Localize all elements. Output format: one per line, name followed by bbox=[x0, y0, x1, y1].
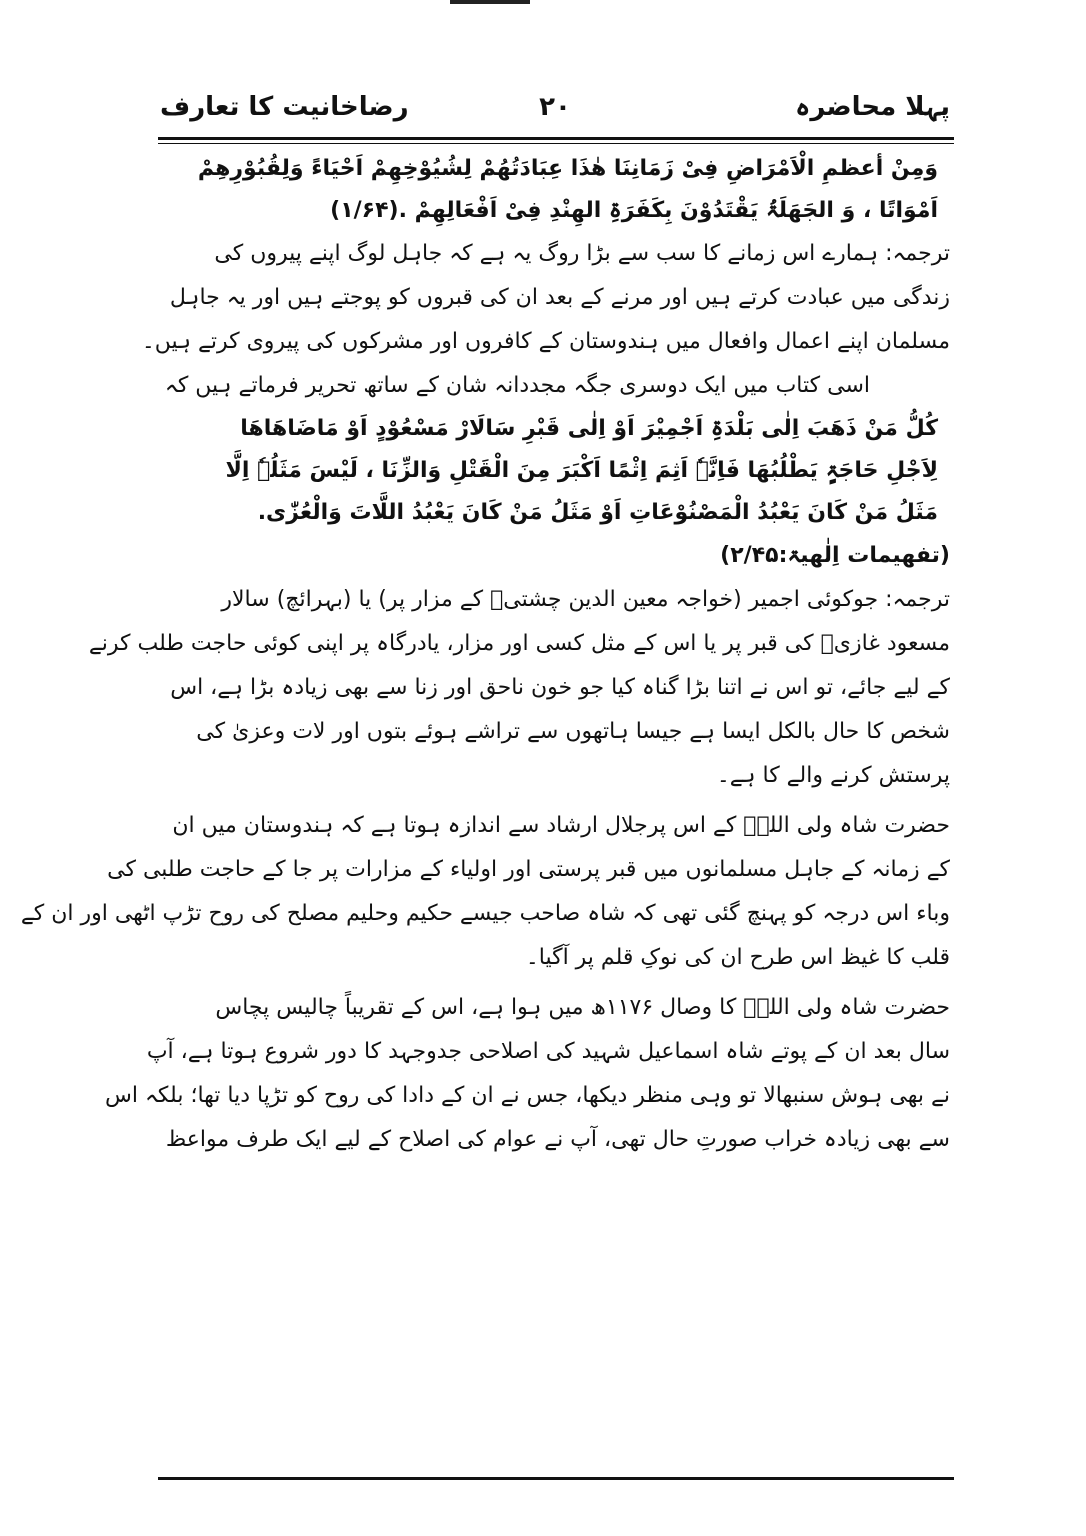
arabic-line: اَمْوَاتًا ، وَ الجَھَلَۃُ یَقْتَدُوْنَ بِکَفَرَۃِ الھِنْدِ فِیْ اَفْعَالِھِمْ .(۱/۶۴) bbox=[330, 198, 938, 223]
text-line: کے زمانہ کے جاہل مسلمانوں میں قبر پرستی اور اولیاء کے مزارات پر جا کے حاجت طلبی کی bbox=[107, 857, 950, 882]
text-line: حضرت شاہ ولی اللہؒ کا وصال ۱۱۷۶ھ میں ہوا ہے، اس کے تقریباً چالیس پچاس bbox=[215, 995, 950, 1020]
header-rule-thin bbox=[158, 143, 954, 144]
text-line: نے بھی ہوش سنبھالا تو وہی منظر دیکھا، جس نے ان کے دادا کی روح کو تڑپا دیا تھا؛ بلکہ اس bbox=[105, 1083, 950, 1108]
citation-reference: (تفھیمات اِلٰھیۃ:۲/۴۵) bbox=[720, 543, 950, 568]
translation-1 bbox=[141, 232, 950, 364]
page-number: ۲۰ bbox=[539, 92, 571, 122]
text-line: مسلمان اپنے اعمال وافعال میں ہندوستان کے کافروں اور مشرکوں کی پیروی کرتے ہیں۔ bbox=[141, 329, 950, 354]
top-edge-mark bbox=[450, 0, 530, 4]
arabic-quote-1 bbox=[160, 148, 950, 232]
translation-2 bbox=[88, 578, 950, 798]
footer-rule bbox=[158, 1477, 954, 1480]
paragraph-3 bbox=[20, 804, 950, 980]
text-line: زندگی میں عبادت کرتے ہیں اور مرنے کے بعد ان کی قبروں کو پوجتے ہیں اور یہ جاہل bbox=[169, 285, 950, 310]
arabic-line: مَثَلُ مَنْ کَانَ یَعْبُدُ الْمَصْنُوْعَاتِ اَوْ مَثَلُ مَنْ کَانَ یَعْبُدُ اللَّاتَ وَالْعُزّٰی. bbox=[257, 500, 938, 525]
text-line: اسی کتاب میں ایک دوسری جگہ مجددانہ شان کے ساتھ تحریر فرماتے ہیں کہ bbox=[164, 373, 870, 398]
header-rule-thick bbox=[158, 137, 954, 140]
arabic-line: وَمِنْ أعظمِ الْاَمْرَاضِ فِیْ زَمَانِنَا ھٰذَا عِبَادَتُھُمْ لِشُیُوْخِھِمْ اَحْیَاءً وَلِقُبُوْرِھِمْ bbox=[197, 156, 938, 181]
arabic-quote-2 bbox=[160, 408, 950, 534]
text-line: پرستش کرنے والے کا ہے۔ bbox=[716, 763, 950, 788]
text-line: مسعود غازیؒ کی قبر پر یا اس کے مثل کسی اور مزار، یادرگاہ پر اپنی کوئی حاجت طلب کرنے bbox=[88, 631, 950, 656]
text-line: سے بھی زیادہ خراب صورتِ حال تھی، آپ نے عوام کی اصلاح کے لیے ایک طرف مواعظ bbox=[165, 1127, 950, 1152]
running-header bbox=[160, 92, 950, 132]
text-line: ترجمہ: ہمارے اس زمانے کا سب سے بڑا روگ یہ ہے کہ جاہل لوگ اپنے پیروں کی bbox=[214, 241, 950, 266]
chapter-title: پہلا محاضرہ bbox=[795, 92, 950, 122]
arabic-line: کُلُّ مَنْ ذَھَبَ اِلٰی بَلْدَۃِ اَجْمِیْرَ اَوْ اِلٰی قَبْرِ سَالَارْ مَسْعُوْدٍ اَوْ مَاضَاھَاھَا bbox=[240, 416, 938, 441]
text-line: وباء اس درجہ کو پہنچ گئی تھی کہ شاہ صاحب جیسے حکیم وحلیم مصلح کی روح تڑپ اٹھی اور ان کے bbox=[20, 901, 950, 926]
paragraph-4 bbox=[105, 986, 950, 1162]
text-line: سال بعد ان کے پوتے شاہ اسماعیل شہید کی اصلاحی جدوجہد کا دور شروع ہوتا ہے، آپ bbox=[146, 1039, 950, 1064]
text-line: ترجمہ: جوکوئی اجمیر (خواجہ معین الدین چشتیؒ کے مزار پر) یا (بہرائچ) سالار bbox=[221, 587, 950, 612]
intro-2 bbox=[160, 364, 950, 408]
text-line: حضرت شاہ ولی اللہؒ کے اس پرجلال ارشاد سے اندازہ ہوتا ہے کہ ہندوستان میں ان bbox=[172, 813, 950, 838]
page-body bbox=[20, 148, 950, 1162]
arabic-line: لِاَجْلِ حَاجَۃٍ یَطْلُبُھَا فَاِنَّہٗ اَثِمَ اِثْمًا اَکْبَرَ مِنَ الْقَتْلِ وَالزِّنَا ، لَیْسَ مَثَلُہٗ اِلَّا bbox=[225, 458, 938, 483]
text-line: کے لیے جائے، تو اس نے اتنا بڑا گناہ کیا جو خون ناحق اور زنا سے بھی زیادہ بڑا ہے، اس bbox=[170, 675, 950, 700]
book-title: رضاخانیت کا تعارف bbox=[160, 92, 409, 122]
text-line: قلب کا غیظ اس طرح ان کی نوکِ قلم پر آگیا۔ bbox=[525, 945, 950, 970]
text-line: شخص کا حال بالکل ایسا ہے جیسا ہاتھوں سے تراشے ہوئے بتوں اور لات وعزیٰ کی bbox=[196, 719, 950, 744]
